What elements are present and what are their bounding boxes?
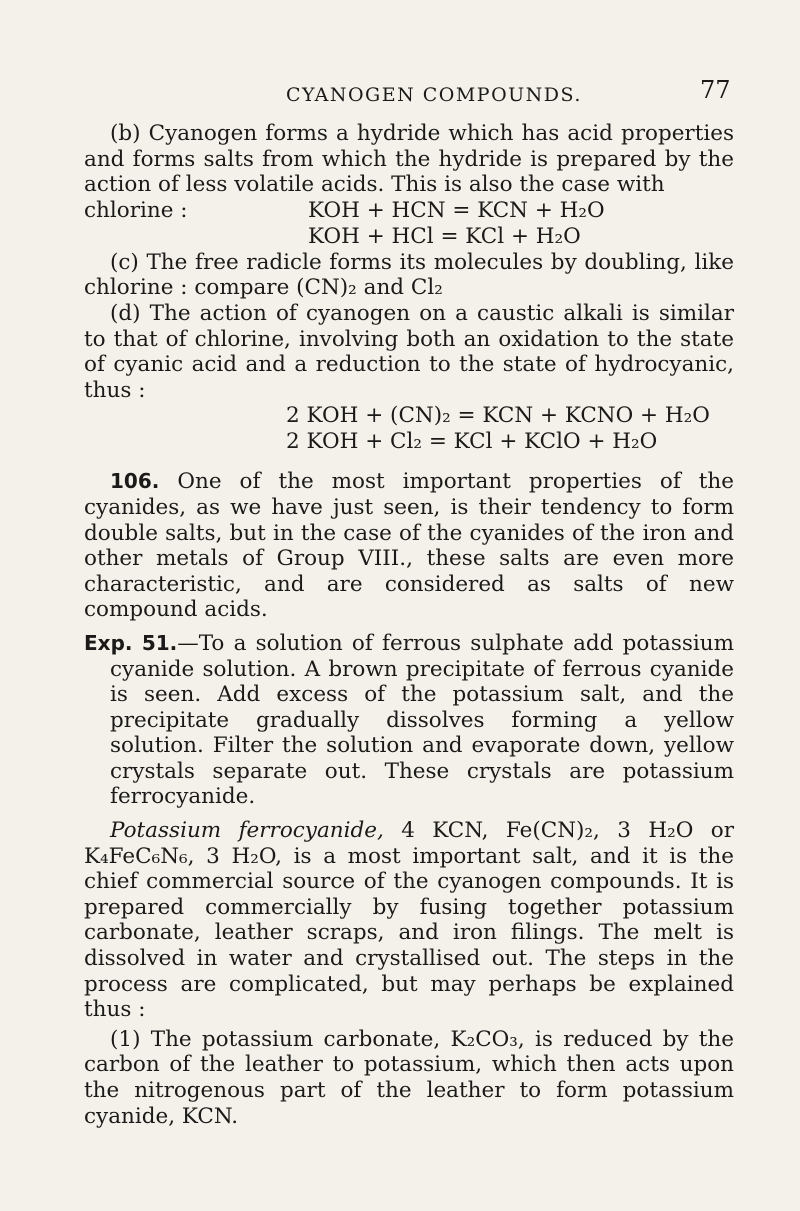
paragraph-ferrocyanide <box>84 818 734 1023</box>
section-number: 106. <box>110 469 160 494</box>
equation-lead: chlorine : <box>84 197 188 223</box>
equation-row <box>84 198 734 224</box>
experiment-51-text: —To a solution of ferrous sulphate add potassium cyanide solution. A brown precipitate of ferrous cyanide is seen. Add excess of the potassium salt, and the precipitate gradually dissolves forming a yellow solution. Filter the solution and evaporate down, yellow crystals separate out. These crystals are potassium ferrocyanide. <box>110 630 734 810</box>
running-title: CYANOGEN COMPOUNDS. <box>286 84 582 106</box>
page-number: 77 <box>700 76 731 104</box>
equation-koh-cl2: 2 KOH + Cl₂ = KCl + KClO + H₂O <box>286 429 658 455</box>
equation-koh-cn2: 2 KOH + (CN)₂ = KCN + KCNO + H₂O <box>286 403 710 429</box>
section-106 <box>84 469 734 623</box>
page-body <box>84 121 734 1129</box>
paragraph-c: (c) The free radicle forms its molecules by doubling, like chlorine : compare (CN)₂ and Cl₂ <box>84 249 734 301</box>
equation-koh-hcn: KOH + HCN = KCN + H₂O <box>308 197 605 223</box>
paragraph-ferrocyanide-text: 4 KCN, Fe(CN)₂, 3 H₂O or K₄FeC₆N₆, 3 H₂O, is a most important salt, and it is the chief commercial source of the cyanogen compounds. It is prepared commercially by fusing together potassium carbonate, leather scraps, and iron filings. The melt is dissolved in water and crystallised out. The steps in the process are complicated, but may perhaps be explained thus : <box>84 818 734 1023</box>
term-italic: Potassium ferrocyanide, <box>110 818 384 844</box>
paragraph-1: (1) The potassium carbonate, K₂CO₃, is reduced by the carbon of the leather to potassium, which then acts upon the nitrogenous part of the leather to form potassium cyanide, KCN. <box>84 1026 734 1129</box>
experiment-label: Exp. 51. <box>84 630 178 655</box>
equation-koh-hcl: KOH + HCl = KCl + H₂O <box>308 223 581 249</box>
section-106-text: One of the most important properties of the cyanides, as we have just seen, is their tendency to form double salts, but in the case of the cyanides of the iron and other metals of Group VIII., these salts are even more characteristic, and are considered as salts of new compound acids. <box>84 469 734 623</box>
experiment-51 <box>84 631 734 810</box>
paragraph-b: (b) Cyanogen forms a hydride which has acid properties and forms salts from which the hydride is prepared by the action of less volatile acids. This is also the case with <box>84 121 734 198</box>
paragraph-d: (d) The action of cyanogen on a caustic alkali is similar to that of chlorine, involving both an oxidation to the state of cyanic acid and a reduction to the state of hydrocyanic, thus : <box>84 300 734 403</box>
